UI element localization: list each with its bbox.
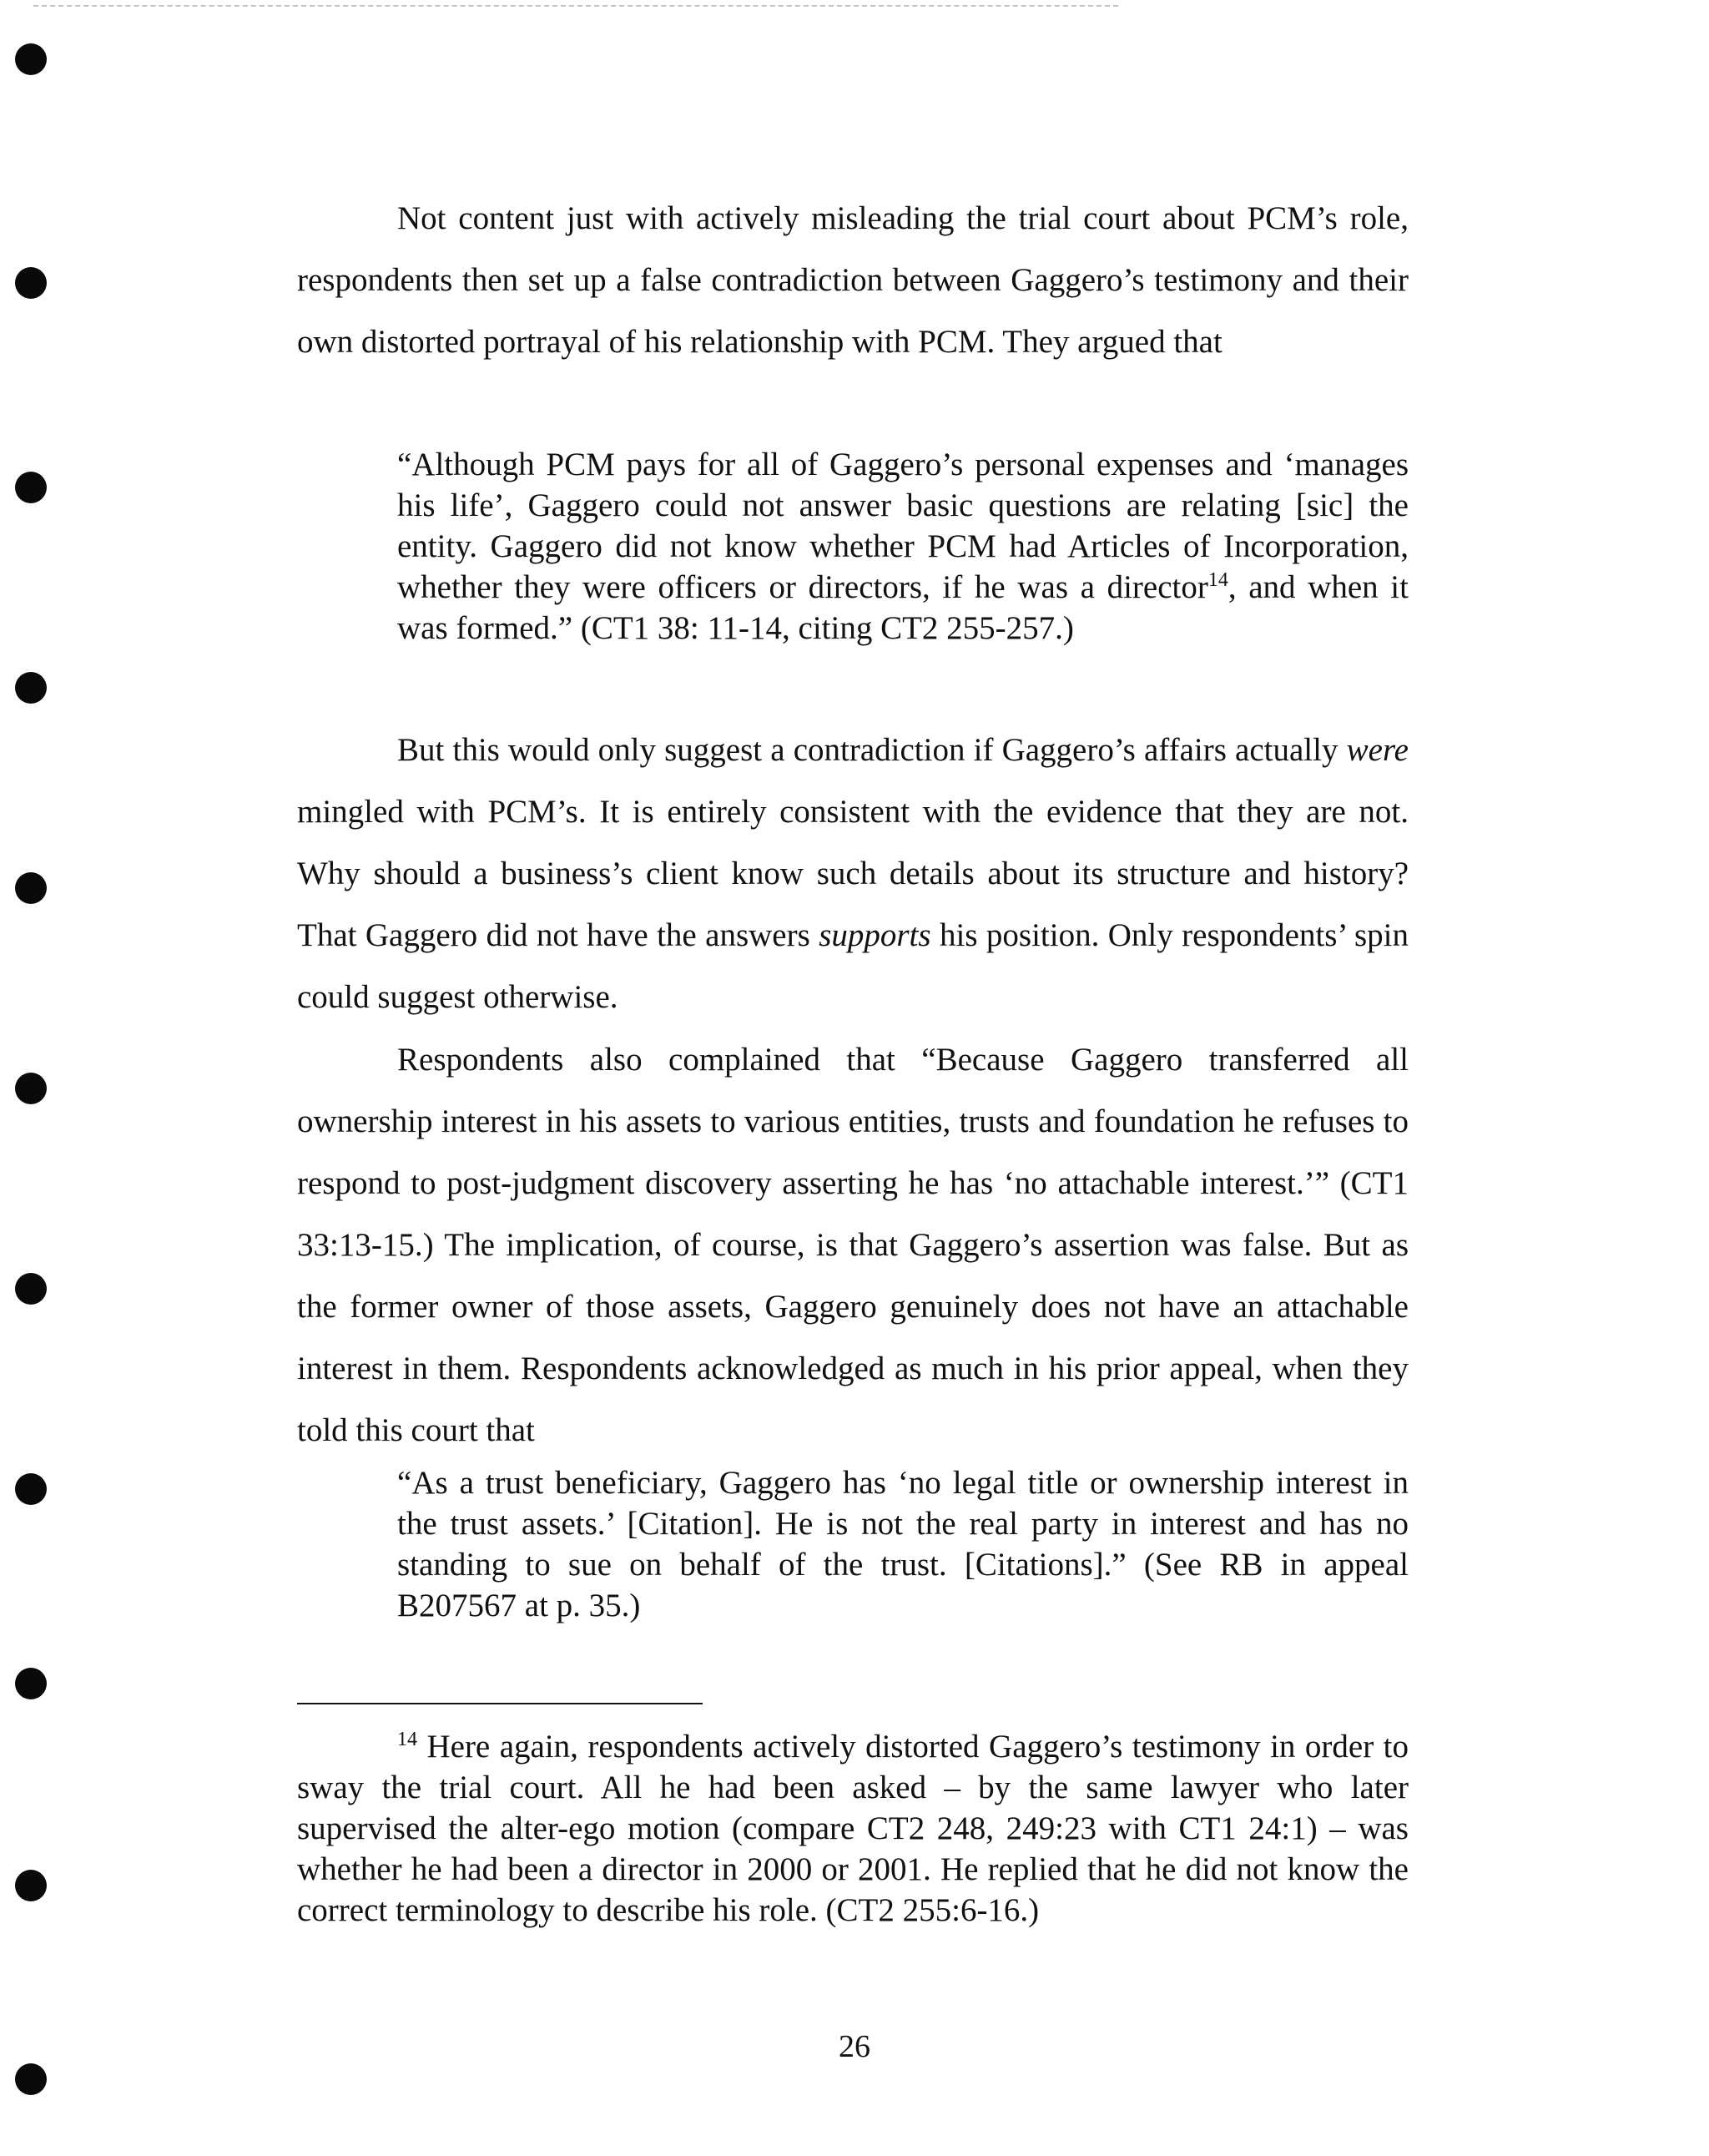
footnote-separator bbox=[297, 1703, 703, 1704]
quote-text: , and when it was formed.” (CT1 38: 11-14, citing CT2 255-257.) bbox=[397, 569, 1409, 646]
body-paragraph-1: Not content just with actively misleading the trial court about PCM’s role, respondents then set up a false contradiction between Gaggero’s testimony and their own distorted portrayal of his relationship with PCM. They argued that bbox=[297, 200, 1409, 360]
block-quote-2: “As a trust beneficiary, Gaggero has ‘no legal title or ownership interest in the trust assets.’ [Citation]. He is not the real party in interest and has no standing to sue on behalf of the trust. [Citations].” (See RB in appeal B207567 at p. 35.) bbox=[397, 1465, 1409, 1623]
body-paragraph-3: Respondents also complained that “Because Gaggero transferred all ownership interest in his assets to various entities, trusts and foundation he refuses to respond to post-judgment discovery asserting he has ‘no attachable interest.’” (CT1 33:13-15.) The implication, of course, is that Gaggero’s assertion was false. But as the former owner of those assets, Gaggero genuinely does not have an attachable interest in them. Respondents acknowledged as much in his prior appeal, when they told this court that bbox=[297, 1042, 1409, 1448]
binder-hole-icon bbox=[15, 672, 47, 704]
binder-hole-icon bbox=[15, 1073, 47, 1104]
block-quote-1 bbox=[397, 444, 1409, 649]
footnote-reference[interactable]: 14 bbox=[1207, 569, 1228, 591]
binder-hole-icon bbox=[15, 267, 47, 299]
binder-hole-icon bbox=[15, 1473, 47, 1505]
binder-hole-icon bbox=[15, 472, 47, 503]
scan-artifact-top-edge bbox=[33, 5, 1118, 10]
binder-hole-icon bbox=[15, 1870, 47, 1901]
paragraph-text: But this would only suggest a contradiction if Gaggero’s affairs actually bbox=[397, 732, 1347, 768]
binder-hole-icon bbox=[15, 2063, 47, 2095]
footnote-text: Here again, respondents actively distorted Gaggero’s testimony in order to sway the trial court. All he had been asked – by the same lawyer who later supervised the alter-ego motion (compare CT2 248, 249:23 with CT1 24:1) – was whether he had been a director in 2000 or 2001. He replied that he did not know the correct terminology to describe his role. (CT2 255:6-16.) bbox=[297, 1729, 1409, 1928]
binder-hole-icon bbox=[15, 43, 47, 75]
footnote-14 bbox=[297, 1726, 1409, 1931]
binder-hole-icon bbox=[15, 1273, 47, 1305]
emphasis-text: were bbox=[1346, 732, 1409, 768]
paragraph-text: mingled with PCM’s. It is entirely consistent with the evidence that they are not. Why should a business’s client know such details about its structure and history? That Gaggero did not have the answers bbox=[297, 794, 1409, 953]
body-paragraph-2 bbox=[297, 720, 1409, 1028]
binder-hole-icon bbox=[15, 1668, 47, 1699]
emphasis-text: supports bbox=[819, 917, 931, 953]
binder-hole-icon bbox=[15, 872, 47, 904]
footnote-marker: 14 bbox=[397, 1729, 417, 1750]
page-number: 26 bbox=[839, 2029, 870, 2064]
quote-text: “Although PCM pays for all of Gaggero’s personal expenses and ‘manages his life’, Gaggero could not answer basic questions are relating [sic] the entity. Gaggero did not know whether PCM had Articles of Incorporation, whether they were officers or directors, if he was a director bbox=[397, 447, 1409, 605]
paragraph-text: his position. Only respondents’ spin could suggest otherwise. bbox=[297, 917, 1409, 1015]
